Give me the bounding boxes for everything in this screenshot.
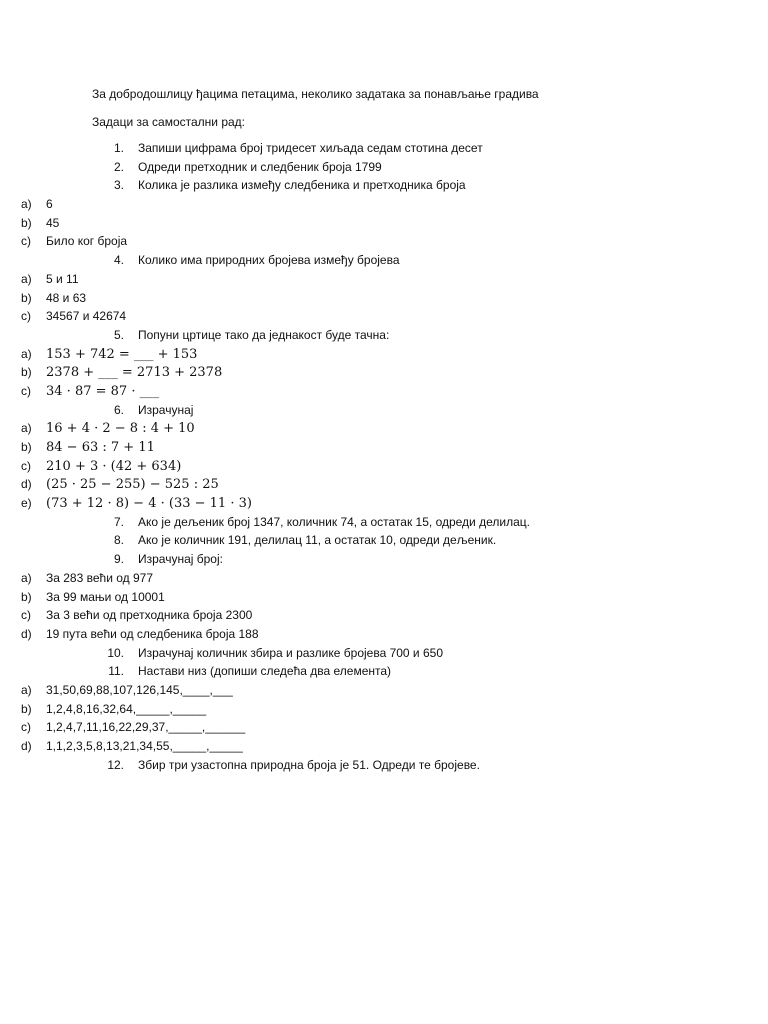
subtask-item xyxy=(0,681,768,700)
subtask-item xyxy=(0,718,768,737)
math-expression: (73 + 12 · 8) − 4 · (33 − 11 · 3) xyxy=(46,496,252,512)
task-number: 7. xyxy=(113,514,124,529)
subtask-text: 6 xyxy=(46,197,53,212)
task-item xyxy=(0,662,768,681)
math-expression: 210 + 3 · (42 + 634) xyxy=(46,458,182,474)
task-text: Запиши цифрама број тридесет хиљада седам стотина десет xyxy=(138,141,483,155)
subtask-item xyxy=(0,475,768,494)
math-expression: 16 + 4 · 2 − 8 : 4 + 10 xyxy=(46,421,195,437)
task-number: 5. xyxy=(113,327,124,342)
task-item xyxy=(0,756,768,775)
task-text: Попуни цртице тако да једнакост буде тачна: xyxy=(138,327,390,342)
subtask-text: Било ког броја xyxy=(46,234,128,249)
task-text: Колика је разлика између следбеника и претходника броја xyxy=(138,178,466,193)
task-item xyxy=(0,158,768,177)
subtask-letter: b) xyxy=(21,290,32,305)
task-number: 2. xyxy=(113,159,124,174)
subtask-letter: a) xyxy=(21,682,32,697)
task-text: Ако је дељеник број 1347, количник 74, а остатак 15, одреди делилац. xyxy=(138,514,530,529)
subtitle: Задаци за самостални рад: xyxy=(92,115,245,129)
subtask-letter: c) xyxy=(21,458,31,473)
task-item xyxy=(0,531,768,550)
subtask-text: 1,2,4,7,11,16,22,29,37,_____,______ xyxy=(46,720,246,735)
subtask-item xyxy=(0,700,768,719)
task-number: 11. xyxy=(108,664,124,679)
subtask-item xyxy=(0,195,768,214)
subtask-item xyxy=(0,625,768,644)
subtask-item xyxy=(0,419,768,438)
task-item xyxy=(0,550,768,569)
subtask-text: 5 и 11 xyxy=(46,271,79,286)
subtask-item xyxy=(0,438,768,457)
intro-text: За добродошлицу ђацима петацима, неколико задатака за понављање градива xyxy=(92,87,539,101)
task-text: Настави низ (допиши следећа два елемента) xyxy=(138,664,392,679)
subtask-letter: c) xyxy=(21,309,31,324)
math-expression: 84 − 63 : 7 + 11 xyxy=(46,440,155,455)
task-item xyxy=(0,176,768,195)
subtask-text: 34567 и 42674 xyxy=(46,309,127,324)
subtask-item xyxy=(0,457,768,476)
task-item xyxy=(0,251,768,270)
subtask-item xyxy=(0,289,768,308)
subtask-letter: e) xyxy=(21,496,32,511)
subtask-item xyxy=(0,345,768,364)
subtask-letter: b) xyxy=(21,589,32,604)
task-number: 3. xyxy=(113,178,124,193)
subtask-letter: b) xyxy=(21,365,32,380)
task-text: Израчунај количник збира и разлике бројева 700 и 650 xyxy=(138,645,443,660)
math-expression: 153 + 742 = ___ + 153 xyxy=(46,346,198,362)
subtask-item xyxy=(0,569,768,588)
subtask-item xyxy=(0,588,768,607)
subtask-item xyxy=(0,382,768,401)
task-number: 1. xyxy=(113,141,124,155)
task-list xyxy=(0,139,768,774)
task-item xyxy=(0,139,768,158)
math-expression: (25 · 25 − 255) − 525 : 25 xyxy=(46,477,219,493)
task-number: 8. xyxy=(113,533,124,548)
subtask-letter: c) xyxy=(21,608,31,623)
task-number: 9. xyxy=(113,552,124,567)
task-text: Одреди претходник и следбеник броја 1799 xyxy=(138,159,382,174)
subtask-letter: a) xyxy=(21,421,32,436)
subtask-text: 1,1,2,3,5,8,13,21,34,55,_____,_____ xyxy=(46,739,243,753)
task-item xyxy=(0,401,768,420)
subtask-item xyxy=(0,363,768,382)
task-number: 4. xyxy=(113,253,124,268)
subtask-letter: a) xyxy=(21,570,32,585)
task-item xyxy=(0,326,768,345)
subtask-letter: c) xyxy=(21,383,31,398)
subtask-text: 19 пута већи од следбеника броја 188 xyxy=(46,626,259,641)
subtask-text: 48 и 63 xyxy=(46,290,87,305)
subtask-letter: b) xyxy=(21,440,32,454)
subtask-item xyxy=(0,214,768,233)
task-text: Колико има природних бројева између бројева xyxy=(138,253,400,268)
task-text: Збир три узастопна природна броја је 51. Одреди те бројеве. xyxy=(138,757,480,772)
subtask-item xyxy=(0,737,768,756)
subtask-item xyxy=(0,307,768,326)
subtask-text: 45 xyxy=(46,215,60,230)
task-item xyxy=(0,513,768,532)
subtask-letter: d) xyxy=(21,477,32,492)
task-text: Израчунај xyxy=(138,402,194,417)
subtask-text: 1,2,4,8,16,32,64,_____,_____ xyxy=(46,701,207,716)
task-number: 12. xyxy=(107,757,124,772)
math-expression: 2378 + ___ = 2713 + 2378 xyxy=(46,365,223,381)
subtask-letter: a) xyxy=(21,271,32,286)
subtask-text: За 3 већи од претходника броја 2300 xyxy=(46,608,253,623)
subtask-item xyxy=(0,606,768,625)
subtask-text: За 283 већи од 977 xyxy=(46,570,154,585)
subtask-letter: b) xyxy=(21,215,32,230)
subtask-letter: b) xyxy=(21,701,32,716)
subtask-letter: c) xyxy=(21,720,31,735)
task-number: 6. xyxy=(113,402,124,417)
task-text: Израчунај број: xyxy=(138,552,223,567)
subtask-text: 31,50,69,88,107,126,145,____,___ xyxy=(46,682,233,697)
subtask-item xyxy=(0,494,768,513)
subtask-letter: c) xyxy=(21,234,31,249)
subtask-letter: d) xyxy=(21,626,32,641)
subtask-item xyxy=(0,232,768,251)
math-expression: 34 · 87 = 87 · ___ xyxy=(46,383,160,399)
task-number: 10. xyxy=(107,645,124,660)
subtask-letter: a) xyxy=(21,346,32,361)
task-text: Ако је количник 191, делилац 11, а остатак 10, одреди дељеник. xyxy=(138,533,497,548)
subtask-letter: a) xyxy=(21,197,32,212)
subtask-letter: d) xyxy=(21,739,32,753)
subtask-item xyxy=(0,270,768,289)
task-item xyxy=(0,644,768,663)
subtask-text: За 99 мањи од 10001 xyxy=(46,589,165,604)
